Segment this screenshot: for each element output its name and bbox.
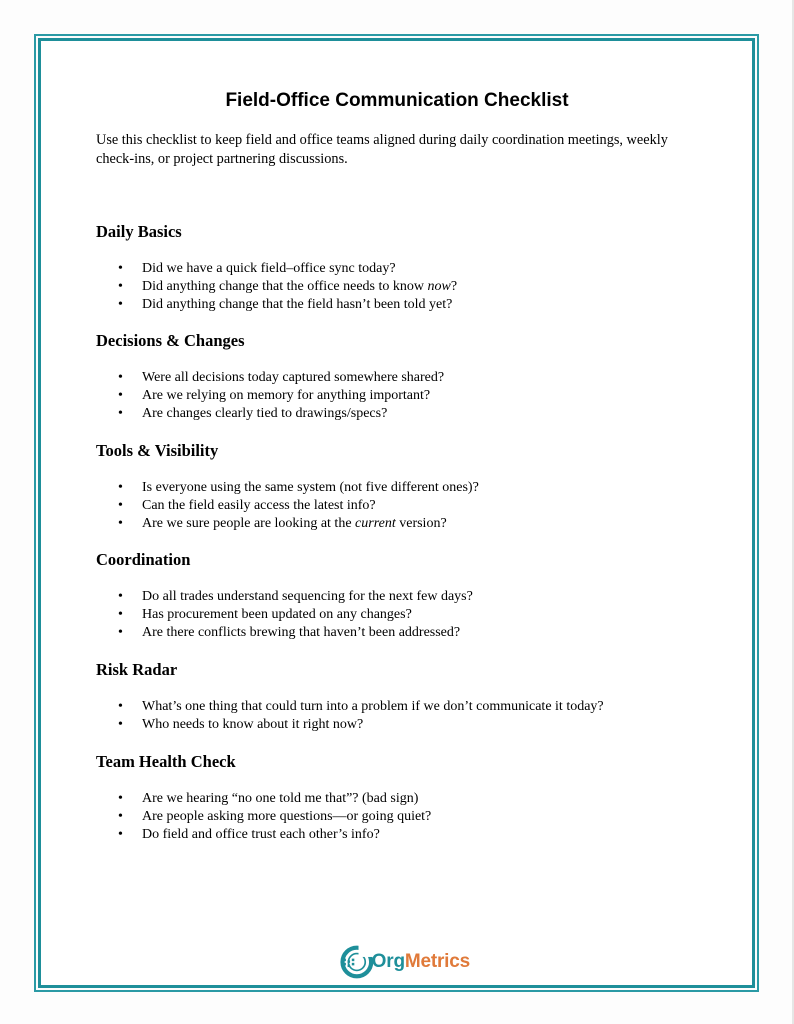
list-tools-visibility [96, 479, 479, 533]
page-title: Field-Office Communication Checklist [225, 90, 569, 111]
list-risk-radar [96, 698, 604, 734]
list-item: • Were all decisions today captured somewhere shared? [118, 370, 445, 385]
bullet-icon: • [118, 516, 123, 531]
list-daily-basics [96, 260, 457, 314]
list-item: • Are there conflicts brewing that haven’t been addressed? [118, 625, 461, 640]
bullet-icon: • [118, 388, 123, 403]
bullet-icon: • [118, 791, 123, 806]
bullet-icon: • [118, 480, 123, 495]
bullet-icon: • [118, 279, 123, 294]
bullet-icon: • [118, 607, 123, 622]
section-heading-decisions-changes: Decisions & Changes [96, 331, 245, 350]
list-item: • Can the field easily access the latest info? [118, 498, 376, 513]
section-heading-coordination: Coordination [96, 550, 191, 569]
list-decisions-changes [96, 369, 444, 423]
list-coordination [96, 588, 473, 642]
bullet-icon: • [118, 589, 123, 604]
orgmetrics-logo-mark-icon [340, 942, 374, 982]
list-item: • Are we sure people are looking at the current version? [118, 516, 447, 531]
bullet-icon: • [118, 625, 123, 640]
list-item: • Has procurement been updated on any changes? [118, 607, 412, 622]
bullet-icon: • [118, 699, 123, 714]
bullet-icon: • [118, 406, 123, 421]
bullet-icon: • [118, 370, 123, 385]
orgmetrics-logo [340, 940, 470, 984]
bullet-icon: • [118, 498, 123, 513]
section-heading-tools-visibility: Tools & Visibility [96, 441, 219, 460]
list-item: • Is everyone using the same system (not five different ones)? [118, 480, 479, 495]
bullet-icon: • [118, 827, 123, 842]
intro-paragraph: Use this checklist to keep field and office teams aligned during daily coordination meetings, weekly check-ins, or project partnering discussions. [96, 132, 668, 167]
logo-wordmark: OrgMetrics [371, 951, 470, 972]
list-item: • Are people asking more questions—or going quiet? [118, 809, 432, 824]
list-item: • Who needs to know about it right now? [118, 717, 364, 732]
list-item: • Did anything change that the office needs to know now? [118, 279, 458, 294]
bullet-icon: • [118, 717, 123, 732]
list-item: • Are we relying on memory for anything important? [118, 388, 431, 403]
section-heading-team-health-check: Team Health Check [96, 752, 236, 771]
section-heading-daily-basics: Daily Basics [96, 222, 182, 241]
list-item: • Are we hearing “no one told me that”? (bad sign) [118, 791, 419, 806]
bullet-icon: • [118, 297, 123, 312]
list-item: • Did anything change that the field hasn’t been told yet? [118, 297, 453, 312]
list-team-health-check [96, 790, 431, 844]
bullet-icon: • [118, 261, 123, 276]
list-item: • What’s one thing that could turn into a problem if we don’t communicate it today? [118, 699, 604, 714]
list-item: • Did we have a quick field–office sync today? [118, 261, 396, 276]
list-item: • Do all trades understand sequencing for the next few days? [118, 589, 473, 604]
list-item: • Are changes clearly tied to drawings/specs? [118, 406, 388, 421]
list-item: • Do field and office trust each other’s info? [118, 827, 380, 842]
section-heading-risk-radar: Risk Radar [96, 660, 178, 679]
bullet-icon: • [118, 809, 123, 824]
